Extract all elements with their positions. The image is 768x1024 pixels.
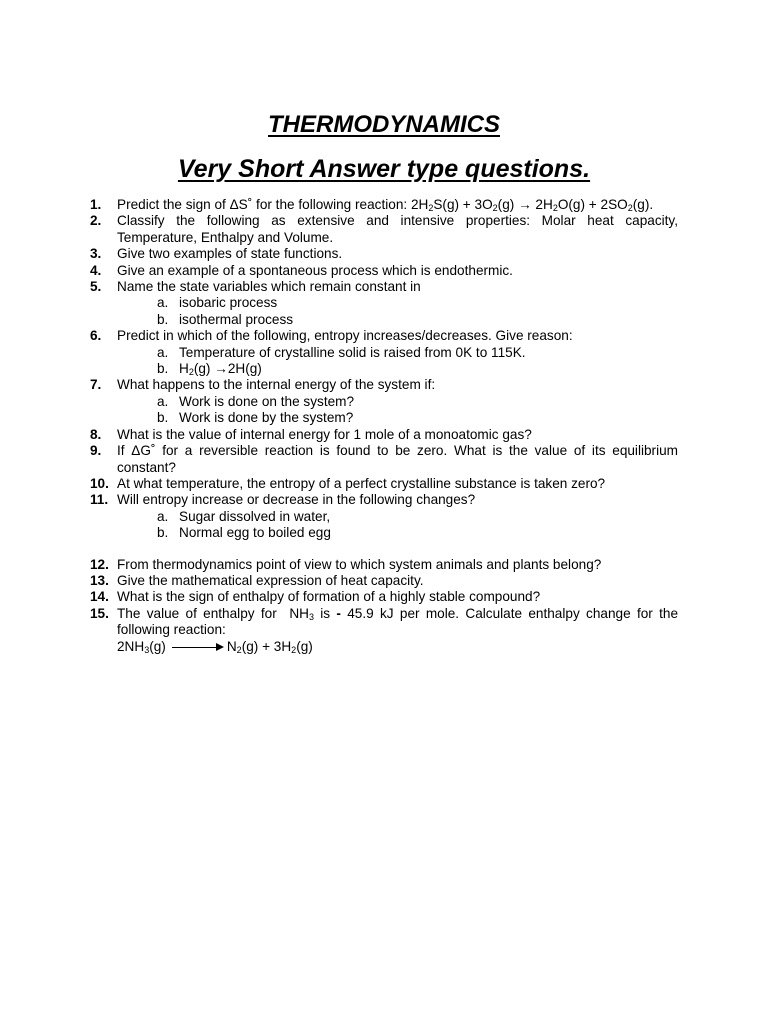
sub-item-label: b. — [157, 525, 169, 541]
question-text: Classify the following as extensive and intensive properties: Molar heat capacity, Temperature, Enthalpy and Volume. — [117, 213, 678, 245]
question-7 — [90, 377, 678, 393]
question-12 — [90, 557, 678, 573]
question-number: 4. — [90, 262, 102, 278]
question-text: Give two examples of state functions. — [117, 246, 343, 262]
sub-item-text: Sugar dissolved in water, — [179, 508, 331, 524]
sub-item — [90, 394, 678, 410]
question-number: 9. — [90, 443, 102, 459]
spacer — [90, 542, 678, 557]
question-list — [90, 197, 678, 655]
question-text: Will entropy increase or decrease in the following changes? — [117, 492, 476, 508]
sub-item — [90, 410, 678, 426]
question-number: 14. — [90, 589, 109, 605]
question-text: What happens to the internal energy of the system if: — [117, 377, 436, 393]
question-15 — [90, 606, 678, 639]
sub-item — [90, 509, 678, 525]
sub-item — [90, 345, 678, 361]
reaction-arrow-icon — [172, 642, 224, 652]
question-text: Predict the sign of ΔS˚ for the following reaction: $2H_2S(g) + 3O_2(g) \to 2H_2O(g) + 2SO_2(g)$. — [117, 197, 654, 213]
question-14 — [90, 589, 678, 605]
question-text: Give an example of a spontaneous process which is endothermic. — [117, 262, 513, 278]
document-subtitle: Very Short Answer type questions. — [177, 155, 591, 183]
question-8 — [90, 427, 678, 443]
question-number: 3. — [90, 246, 102, 262]
question-number: 12. — [90, 556, 109, 572]
sub-item-label: b. — [157, 410, 169, 426]
question-number: 7. — [90, 377, 102, 393]
question-text: Predict in which of the following, entropy increases/decreases. Give reason: — [117, 328, 573, 344]
question-number: 8. — [90, 426, 102, 442]
question-text: The value of enthalpy for $NH_3$ is - 45.9 kJ per mole. Calculate enthalpy change for the following reaction: — [117, 605, 679, 638]
question-text: From thermodynamics point of view to which system animals and plants belong? — [117, 556, 602, 572]
question-text: At what temperature, the entropy of a perfect crystalline substance is taken zero? — [117, 475, 606, 491]
question-number: 1. — [90, 197, 102, 212]
question-10 — [90, 476, 678, 492]
sub-item-text: isobaric process — [179, 295, 278, 311]
question-number: 2. — [90, 213, 102, 229]
sub-item — [90, 361, 678, 377]
document-title: THERMODYNAMICS — [268, 111, 500, 138]
question-5 — [90, 279, 678, 295]
sub-item-label: b. — [157, 311, 169, 327]
reaction-equation — [90, 639, 678, 655]
question-4 — [90, 263, 678, 279]
question-2 — [90, 213, 678, 246]
question-9 — [90, 443, 678, 476]
question-13 — [90, 573, 678, 589]
question-text: Give the mathematical expression of heat capacity. — [117, 572, 424, 588]
question-text: Name the state variables which remain constant in — [117, 279, 421, 295]
question-number: 15. — [90, 605, 109, 621]
question-1 — [90, 197, 678, 213]
question-3 — [90, 246, 678, 262]
sub-item-text: isothermal process — [179, 311, 294, 327]
sub-item-label: b. — [157, 361, 169, 377]
question-number: 11. — [90, 492, 109, 508]
sub-item-text: Normal egg to boiled egg — [179, 525, 331, 541]
sub-item-label: a. — [157, 295, 169, 311]
sub-item — [90, 295, 678, 311]
question-text: What is the value of internal energy for 1 mole of a monoatomic gas? — [117, 426, 532, 442]
sub-item — [90, 525, 678, 541]
question-text: What is the sign of enthalpy of formation of a highly stable compound? — [117, 589, 541, 605]
question-6 — [90, 328, 678, 344]
question-number: 6. — [90, 328, 102, 344]
sub-item-label: a. — [157, 508, 169, 524]
sub-item-label: a. — [157, 393, 169, 409]
sub-item-text: $H_2(g) \to 2H(g)$ — [179, 361, 262, 378]
question-number: 5. — [90, 279, 102, 295]
sub-item-text: Work is done on the system? — [179, 393, 355, 409]
sub-item — [90, 312, 678, 328]
question-number: 13. — [90, 572, 109, 588]
sub-item-text: Work is done by the system? — [179, 410, 354, 426]
question-11 — [90, 492, 678, 508]
sub-item-label: a. — [157, 344, 169, 360]
equation-products: $N_2(g) + 3H_2(g)$ — [226, 638, 313, 655]
question-text: If ΔG˚ for a reversible reaction is found to be zero. What is the value of its equilibrium constant? — [117, 443, 678, 475]
question-number: 10. — [90, 475, 109, 491]
equation-reactants: $2NH_3(g)$ — [117, 638, 166, 655]
sub-item-text: Temperature of crystalline solid is raised from 0K to 115K. — [179, 344, 526, 360]
